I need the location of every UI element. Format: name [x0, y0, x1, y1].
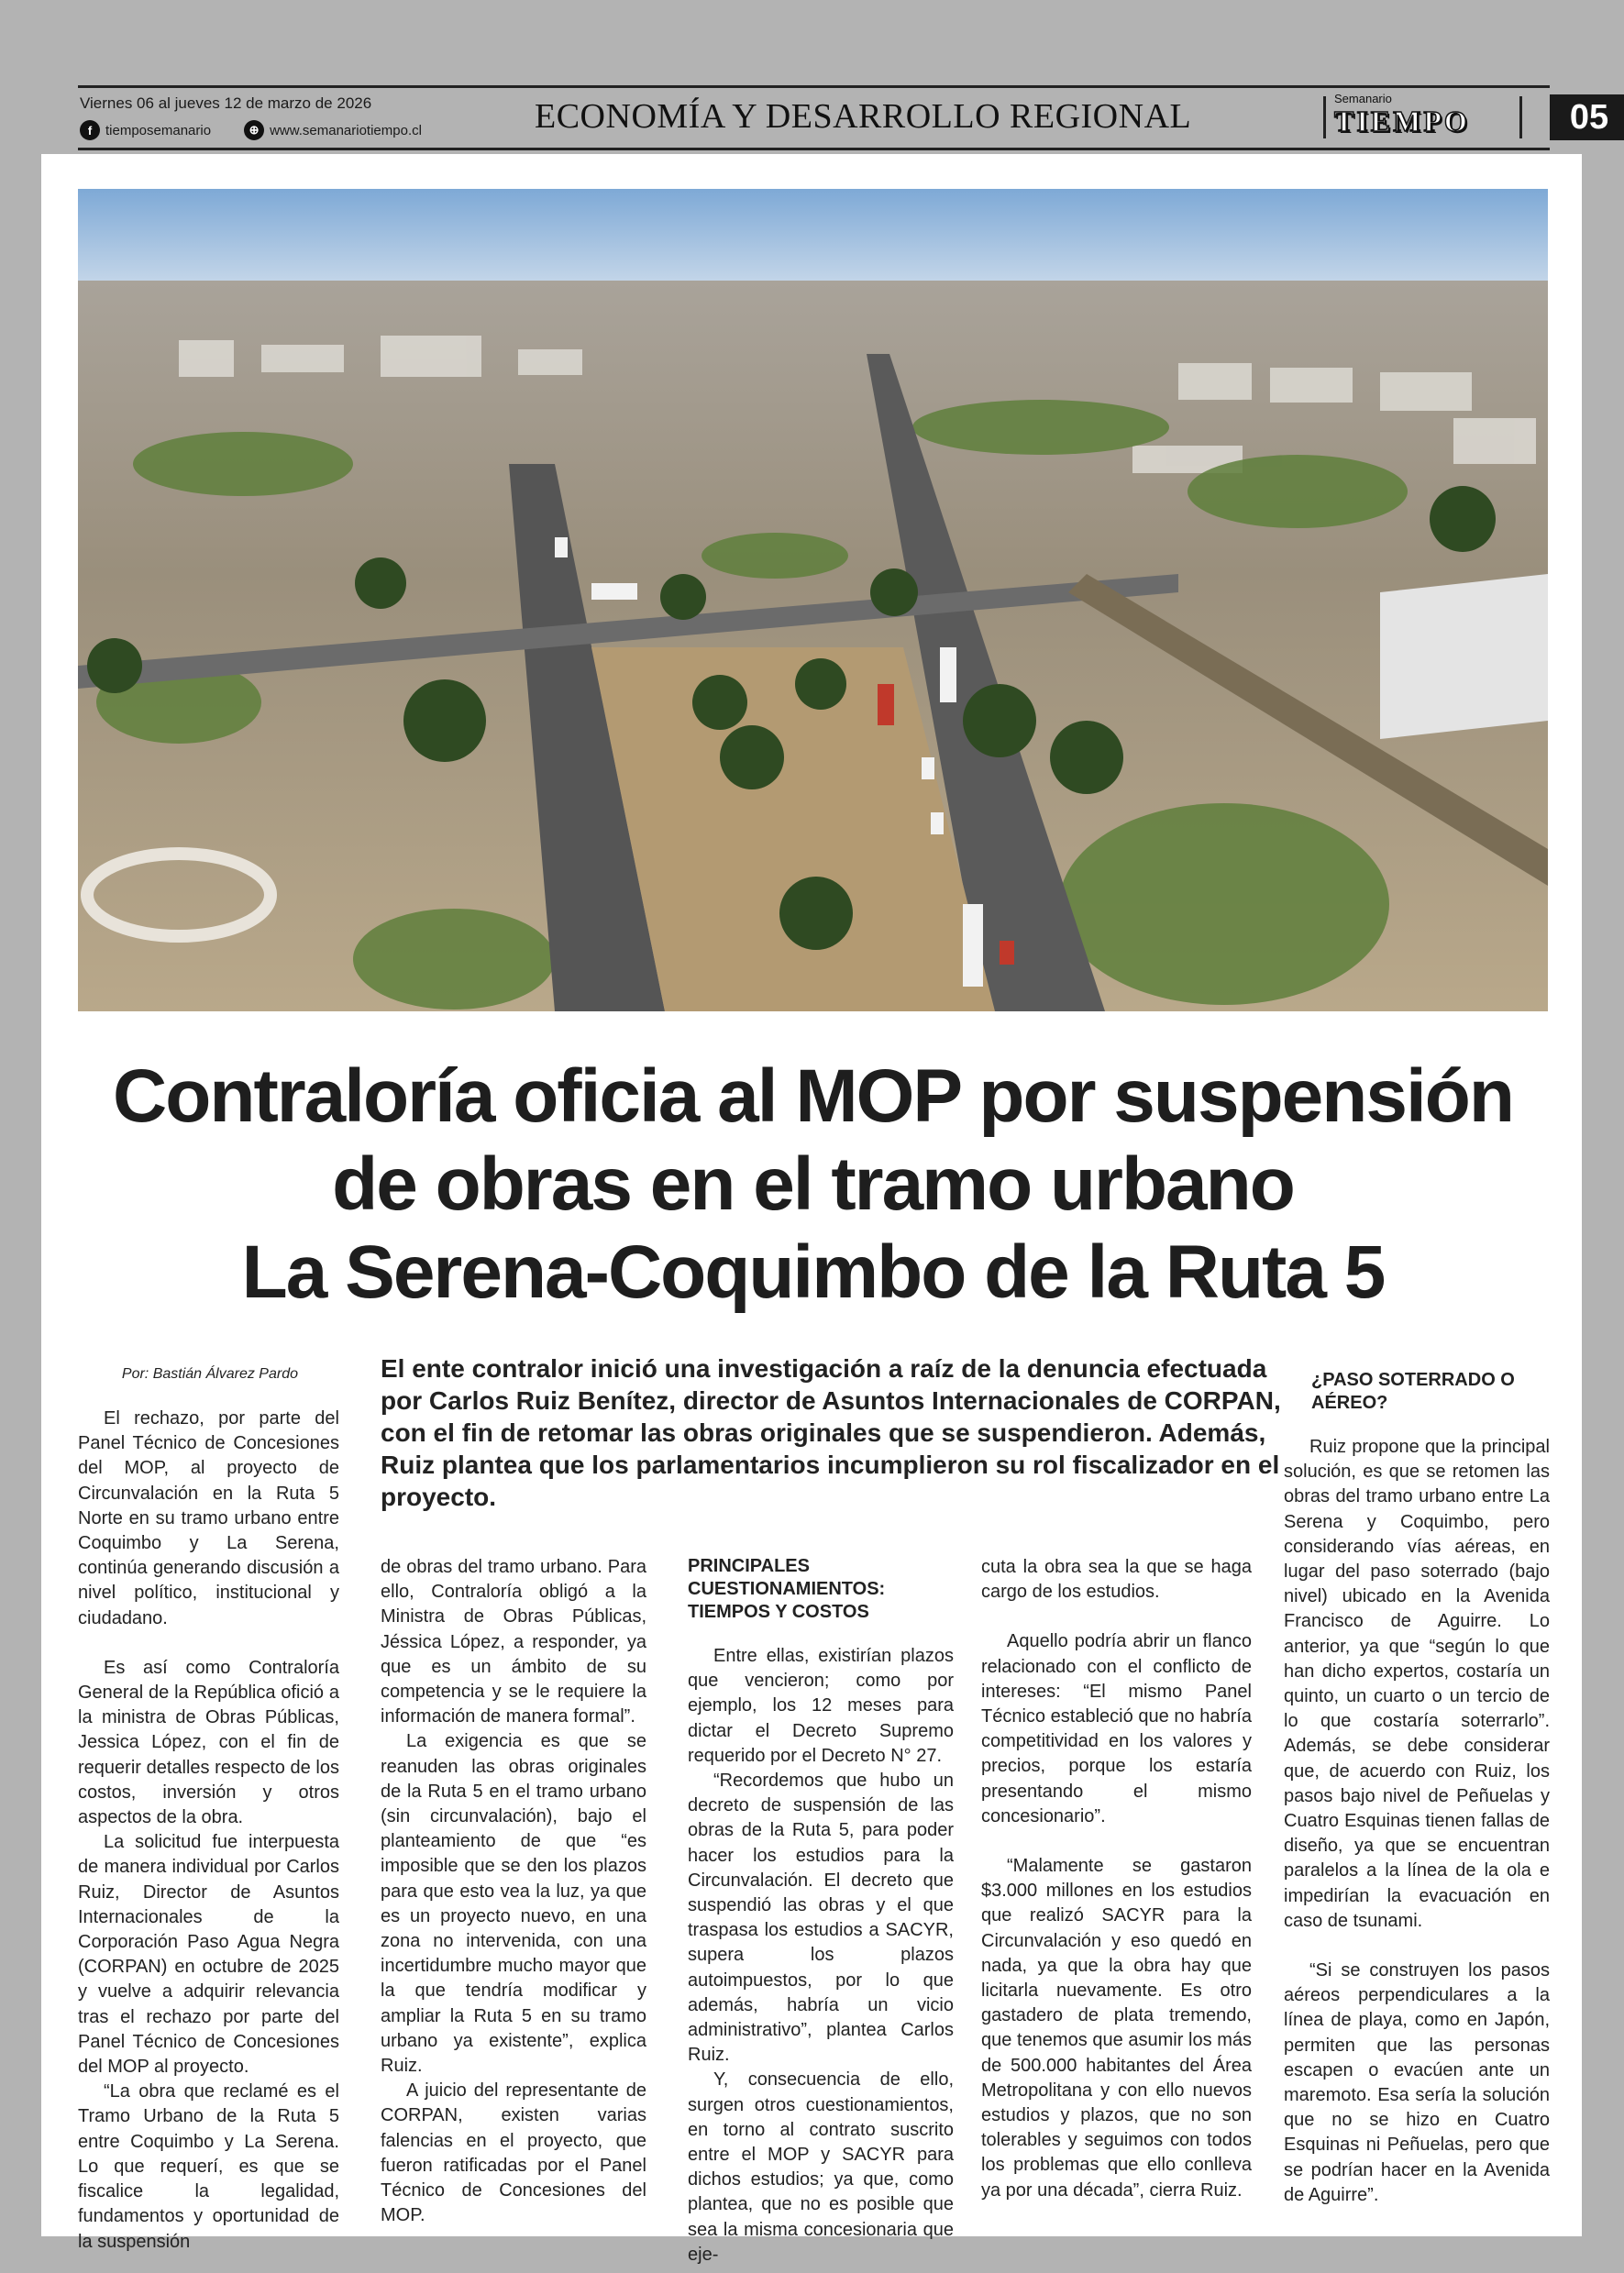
paragraph: La exigencia es que se reanuden las obras originales de la Ruta 5 en el tramo urbano (sin circunvalación), bajo el planteamiento de que “es imposible que se den los plazos para que esto vea la luz, ya que es un proyecto nuevo, en una zona no intervenida, con una incertidumbre mucho mayor que la que tendría modificar y ampliar la Ruta 5 en su tramo urbano ya existente”, explica Ruiz. — [381, 1731, 646, 2077]
subheading-overpass: ¿PASO SOTERRADO O AÉREO? — [1311, 1370, 1515, 1413]
paragraph: La solicitud fue interpuesta de manera individual por Carlos Ruiz, Director de Asuntos Internacionales de la Corporación Paso Agua Negra (CORPAN) en octubre de 2025 y vuelve a adquirir relevancia tras el rechazo por parte del Panel Técnico de Concesiones del MOP al proyecto. — [78, 1832, 339, 2078]
facebook-link[interactable] — [80, 120, 211, 140]
header-divider-2 — [1519, 96, 1522, 138]
paragraph: Y, consecuencia de ello, surgen otros cuestionamientos, en torno al contrato suscrito entre el MOP y SACYR para dichos estudios; ya que, como plantea, que no es posible que sea la misma concesionaria que eje- — [688, 2069, 954, 2265]
header-rule-top — [78, 85, 1550, 88]
social-links — [80, 120, 422, 140]
brand-name: TIEMPO — [1334, 105, 1470, 138]
column-3 — [688, 1555, 954, 2267]
column-1 — [78, 1407, 339, 2255]
page-header — [78, 85, 1609, 151]
facebook-icon: f — [80, 120, 100, 140]
header-rule-bottom — [78, 148, 1550, 150]
paragraph: “Malamente se gastaron $3.000 millones en los estudios que realizó SACYR para la Circunvalación y eso quedó en nada, ya que la obra hay que licitarla nuevamente. Es otro gastadero de plata tremendo, que tenemos que asumir los más de 500.000 habitantes del Área Metropolitana y con ello nuevos estudios y plazos, que no son tolerables y seguimos con todos los problemas que ello conlleva ya por una década”, cierra Ruiz. — [981, 1856, 1252, 2201]
paragraph: Aquello podría abrir un flanco relacionado con el conflicto de intereses: “El mismo Panel Técnico estableció que no habría competitividad en los valores y precios, porque los estaría presentando el mismo concesionario”. — [981, 1631, 1252, 1826]
column-4 — [981, 1555, 1252, 2203]
headline — [78, 1053, 1548, 1317]
header-divider — [1323, 96, 1326, 138]
paragraph: cuta la obra sea la que se haga cargo de los estudios. — [981, 1557, 1252, 1603]
facebook-handle: tiemposemanario — [105, 122, 212, 138]
paragraph: “La obra que reclamé es el Tramo Urbano de la Ruta 5 entre Coquimbo y La Serena. Lo que requerí, es que se fiscalice la legalidad, fundamentos y oportunidad de la suspensión — [78, 2081, 339, 2252]
byline: Por: Bastián Álvarez Pardo — [121, 1366, 298, 1382]
aerial-city-image — [78, 189, 1548, 1011]
lead-paragraph: El ente contralor inició una investigación a raíz de la denuncia efectuada por Carlos Ruiz Benítez, director de Asuntos Internacionales de CORPAN, con el fin de retomar las obras originales que se suspendieron. Además, Ruiz plantea que los parlamentarios incumplieron su rol fiscalizador en el proyecto. — [381, 1354, 1281, 1511]
paragraph: Es así como Contraloría General de la República ofició a la ministra de Obras Públicas, Jessica López, con el fin de requerir detalles respecto de los costos, inversión y otros aspectos de la obra. — [78, 1657, 339, 1828]
paragraph: Ruiz propone que la principal solución, es que se retomen las obras del tramo urbano entre La Serena y Coquimbo, pero considerando vías aéreas, en lugar del paso soterrado (bajo nivel) ubicado en la Avenida Francisco de Aguirre. Lo anterior, ya que “según lo que han dicho expertos, costaría un quinto, un cuarto o un tercio de lo que costaría soterrarlo”. Además, se debe considerar que, de acuerdo con Ruiz, los pasos bajo nivel de Peñuelas y Cuatro Esquinas tienen fallas de diseño, ya que se encuentran paralelos a la línea de la ola e impedirían la evacuación en caso de tsunami. — [1284, 1437, 1550, 1931]
issue-date: Viernes 06 al jueves 12 de marzo de 2026 — [80, 94, 372, 112]
website-url: www.semanariotiempo.cl — [270, 122, 422, 138]
website-link[interactable] — [244, 120, 422, 140]
paragraph: de obras del tramo urbano. Para ello, Contraloría obligó a la Ministra de Obras Públicas, Jéssica López, a responder, ya que es un ámbito de su competencia y se le requiere la información de manera formal”. — [381, 1557, 646, 1727]
brand-logo — [1334, 93, 1470, 138]
article-sheet — [41, 154, 1582, 2265]
aerial-photo — [78, 189, 1548, 1011]
brand-small: Semanario — [1334, 92, 1392, 105]
globe-icon: ⊕ — [244, 120, 264, 140]
paragraph: “Si se construyen los pasos aéreos perpendiculares a la línea de playa, como en Japón, permiten que las personas escapen o evacúen ante un maremoto. Esa sería la solución que no se hizo en Cuatro Esquinas ni Peñuelas, pero que se podrían hacer en la Avenida de Aguirre”. — [1284, 1960, 1550, 2205]
paragraph: A juicio del representante de CORPAN, existen varias falencias en el proyecto, que fueron ratificadas por el Panel Técnico de Concesiones del MOP. — [381, 2080, 646, 2226]
column-2 — [381, 1555, 646, 2228]
headline-line-1: Contraloría oficia al MOP por suspensión — [113, 1054, 1513, 1138]
column-5 — [1284, 1369, 1550, 2208]
section-title: ECONOMÍA Y DESARROLLO REGIONAL — [535, 97, 1192, 136]
paragraph: Entre ellas, existirían plazos que vencieron; como por ejemplo, los 12 meses para dictar el Decreto Supremo requerido por el Decreto N° 27. — [688, 1646, 954, 1766]
page-number: 05 — [1550, 94, 1624, 140]
paragraph: El rechazo, por parte del Panel Técnico de Concesiones del MOP, al proyecto de Circunvalación en la Ruta 5 Norte en su tramo urbano entre Coquimbo y La Serena, continúa generando discusión a nivel político, institucional y ciudadano. — [78, 1408, 339, 1628]
paragraph: “Recordemos que hubo un decreto de suspensión de las obras de la Ruta 5, para poder hacer los estudios para la Circunvalación. El decreto que suspendió las obras y el que traspasa los estudios a SACYR, supera los plazos autoimpuestos, por lo que además, habría un vicio administrativo”, plantea Carlos Ruiz. — [688, 1771, 954, 2066]
headline-line-3: La Serena-Coquimbo de la Ruta 5 — [241, 1230, 1385, 1314]
headline-line-2: de obras en el tramo urbano — [332, 1142, 1294, 1226]
subheading-costs: PRINCIPALES CUESTIONAMIENTOS: TIEMPOS Y COSTOS — [688, 1556, 886, 1622]
